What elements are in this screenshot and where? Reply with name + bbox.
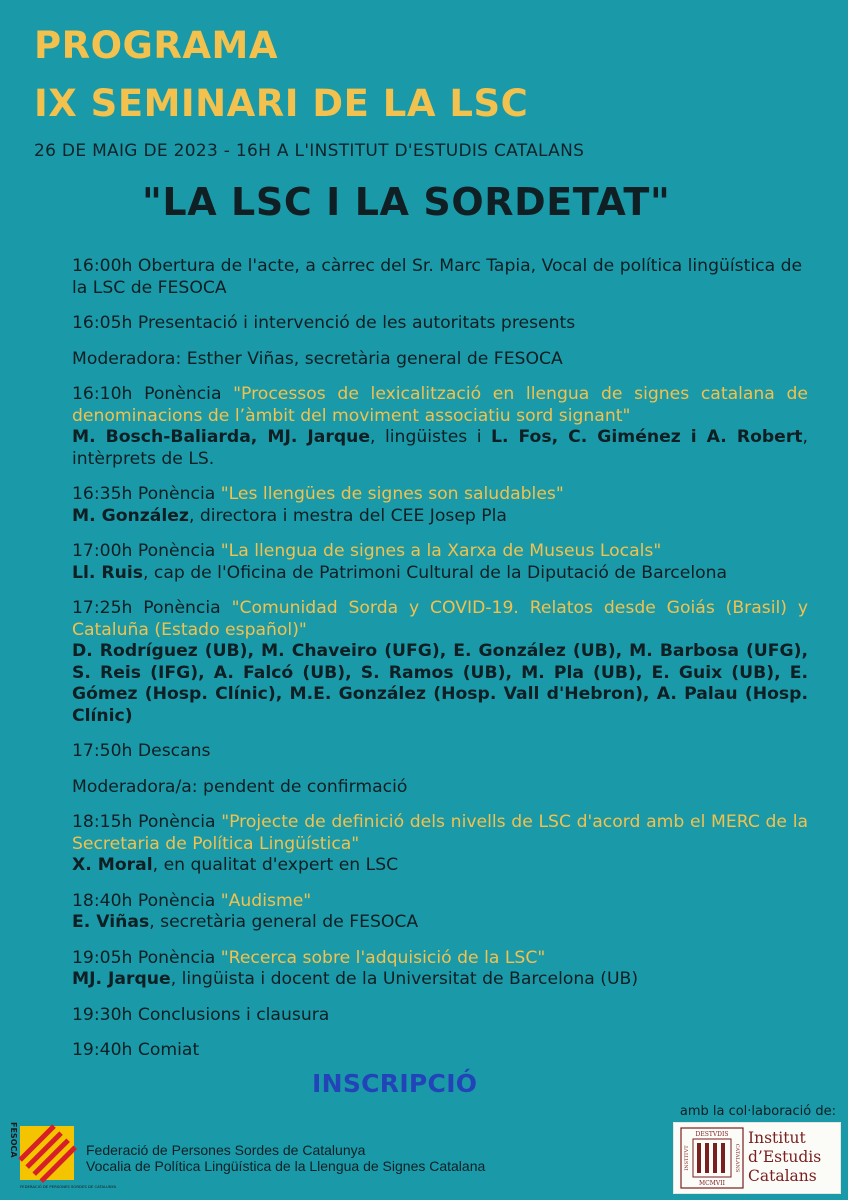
program-item-talk bbox=[72, 948, 808, 991]
event-date-location: 26 DE MAIG DE 2023 - 16H A L'INSTITUT D'ESTUDIS CATALANS bbox=[34, 141, 585, 161]
iec-seal-left: INSTITVT bbox=[684, 1145, 690, 1171]
program-item-talk bbox=[72, 812, 808, 877]
program-item-moderator: Moderadora/a: pendent de confirmació bbox=[72, 776, 408, 797]
talk-title: "Projecte de definició dels nivells de LSC d'acord amb el MERC de la Secretaria de Política Lingüística" bbox=[72, 812, 809, 854]
speaker-names: E. Viñas bbox=[72, 912, 150, 932]
fesoca-logo-subtext: FEDERACIÓ DE PERSONES SORDES DE CATALUNYA bbox=[20, 1184, 117, 1189]
program-item-talk bbox=[72, 598, 808, 727]
org-unit: Vocalia de Política Lingüística de la Llengua de Signes Catalana bbox=[86, 1158, 486, 1174]
iec-seal-text: MCMVII bbox=[699, 1180, 725, 1187]
program-item-talk bbox=[72, 484, 808, 527]
speaker-names: M. González bbox=[72, 505, 189, 526]
org-name: Federació de Persones Sordes de Catalunya bbox=[86, 1142, 366, 1158]
talk-time: 18:15h Ponència bbox=[72, 812, 216, 832]
talk-time: 19:05h Ponència bbox=[72, 947, 216, 968]
talk-time: 17:00h Ponència bbox=[72, 541, 216, 561]
speaker-role: , lingüistes i bbox=[370, 427, 492, 447]
iec-logo bbox=[673, 1122, 841, 1194]
speaker-role: , directora i mestra del CEE Josep Pla bbox=[188, 505, 507, 526]
speaker-names: M. Bosch-Baliarda, MJ. Jarque bbox=[72, 427, 371, 447]
speaker-names: Ll. Ruis bbox=[72, 562, 143, 583]
speaker-names: X. Moral bbox=[72, 855, 153, 875]
program-item-conclusions: 19:30h Conclusions i clausura bbox=[72, 1004, 330, 1025]
talk-title: "La llengua de signes a la Xarxa de Museus Locals" bbox=[220, 541, 662, 561]
speaker-role: , cap de l'Oficina de Patrimoni Cultural de la Diputació de Barcelona bbox=[142, 562, 728, 583]
iec-seal-right: CATALANS bbox=[734, 1143, 740, 1173]
iec-name bbox=[748, 1129, 838, 1186]
program-item-talk bbox=[72, 384, 808, 470]
iec-name-line: Catalans bbox=[748, 1167, 817, 1185]
seminar-theme: "LA LSC I LA SORDETAT" bbox=[142, 180, 671, 224]
iec-name-line: Institut bbox=[748, 1129, 806, 1147]
speaker-role: , en qualitat d'expert en LSC bbox=[152, 855, 399, 875]
talk-title: "Recerca sobre l'adquisició de la LSC" bbox=[220, 947, 546, 968]
program-item-opening: 16:00h Obertura de l'acte, a càrrec del Sr. Marc Tapia, Vocal de política lingüística de la LSC de FESOCA bbox=[72, 256, 803, 298]
program-item-presentation: 16:05h Presentació i intervenció de les autoritats presents bbox=[72, 313, 576, 333]
talk-speakers: D. Rodríguez (UB), M. Chaveiro (UFG), E. González (UB), M. Barbosa (UFG), S. Reis (IFG), A. Falcó (UB), S. Ramos (UB), M. Pla (UB), E. Guix (UB), E. Gómez (Hosp. Clínic), M.E. González (Hosp. Vall d'Hebron), A. Palau (Hosp. Clínic) bbox=[72, 641, 808, 726]
talk-title: "Les llengües de signes son saludables" bbox=[220, 484, 564, 504]
program-item-talk bbox=[72, 891, 808, 934]
fesoca-logo-text: FESOCA bbox=[9, 1122, 18, 1158]
talk-time: 18:40h Ponència bbox=[72, 890, 216, 911]
registration-link[interactable]: INSCRIPCIÓ bbox=[312, 1069, 478, 1098]
title-seminari: IX SEMINARI DE LA LSC bbox=[34, 82, 529, 125]
title-programa: PROGRAMA bbox=[34, 24, 279, 67]
talk-speakers bbox=[72, 855, 398, 875]
speaker-role: , intèrprets de LS. bbox=[72, 427, 808, 469]
iec-name-line: d’Estudis bbox=[748, 1148, 822, 1166]
program-list bbox=[72, 256, 808, 1076]
talk-speakers bbox=[72, 912, 418, 932]
speaker-role: , lingüista i docent de la Universitat de Barcelona (UB) bbox=[170, 969, 639, 989]
talk-speakers bbox=[72, 969, 638, 989]
talk-title: "Audisme" bbox=[220, 890, 312, 911]
iec-seal-icon bbox=[680, 1127, 744, 1189]
talk-time: 16:10h Ponència bbox=[72, 384, 222, 404]
program-item-talk bbox=[72, 541, 808, 584]
organization-info bbox=[86, 1142, 485, 1174]
talk-title: "Processos de lexicalització en llengua de signes catalana de denominacions de l’àmbit del moviment associatiu sord signant" bbox=[72, 384, 808, 426]
program-item-break: 17:50h Descans bbox=[72, 741, 211, 761]
collaboration-label: amb la col·laboració de: bbox=[679, 1104, 836, 1119]
talk-speakers bbox=[72, 563, 727, 583]
talk-speakers bbox=[72, 427, 808, 469]
speaker-names: MJ. Jarque bbox=[72, 969, 171, 989]
speaker-role: , secretària general de FESOCA bbox=[149, 912, 419, 932]
talk-time: 16:35h Ponència bbox=[72, 484, 216, 504]
fesoca-logo bbox=[6, 1104, 117, 1196]
talk-speakers bbox=[72, 506, 507, 526]
program-item-farewell: 19:40h Comiat bbox=[72, 1040, 200, 1060]
talk-time: 17:25h Ponència bbox=[72, 598, 221, 618]
iec-seal-top: DESTVDIS bbox=[695, 1131, 729, 1138]
speaker-names: L. Fos, C. Giménez i A. Robert bbox=[491, 427, 803, 447]
program-item-moderator: Moderadora: Esther Viñas, secretària general de FESOCA bbox=[72, 348, 563, 369]
talk-title: "Comunidad Sorda y COVID-19. Relatos desde Goiás (Brasil) y Cataluña (Estado español)" bbox=[72, 598, 808, 640]
